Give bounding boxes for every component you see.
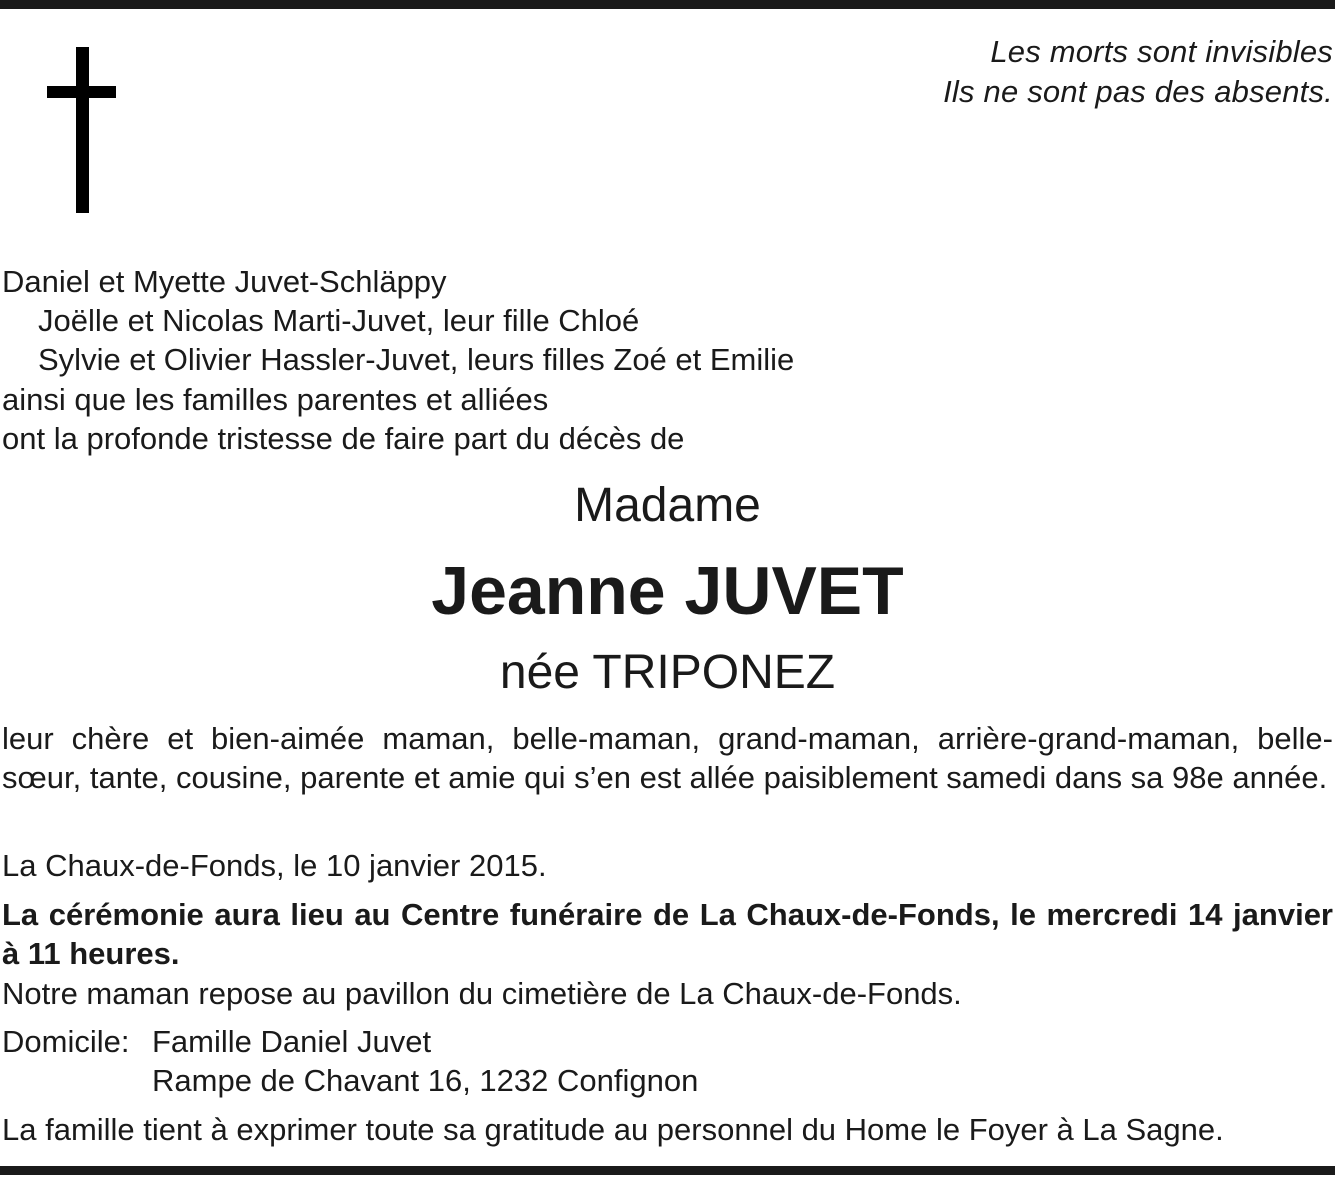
family-line-2: Joëlle et Nicolas Marti-Juvet, leur fille Chloé xyxy=(38,303,640,338)
family-line-5: ont la profonde tristesse de faire part du décès de xyxy=(2,421,685,456)
domicile-line-2: Rampe de Chavant 16, 1232 Confignon xyxy=(152,1063,699,1098)
family-line-4: ainsi que les familles parentes et alliées xyxy=(2,382,549,417)
motto-line-1: Les morts sont invisibles xyxy=(990,34,1333,69)
deceased-name: Jeanne JUVET xyxy=(431,553,904,629)
deceased-title: Madame xyxy=(574,479,761,532)
rest-notice: Notre maman repose au pavillon du cimetière de La Chaux-de-Fonds. xyxy=(2,976,962,1011)
motto-line-2: Ils ne sont pas des absents. xyxy=(943,74,1333,109)
cross-vertical-bar xyxy=(76,47,89,213)
domicile-line-1: Famille Daniel Juvet xyxy=(152,1024,432,1059)
top-border-rule xyxy=(0,0,1335,9)
place-date: La Chaux-de-Fonds, le 10 janvier 2015. xyxy=(2,848,547,883)
gratitude-notice: La famille tient à exprimer toute sa gratitude au personnel du Home le Foyer à La Sagne. xyxy=(2,1112,1224,1147)
domicile-label: Domicile: xyxy=(2,1024,130,1059)
ceremony-notice: La cérémonie aura lieu au Centre funéraire de La Chaux-de-Fonds, le mercredi 14 janvier à 11 heures. xyxy=(2,897,1333,971)
family-line-1: Daniel et Myette Juvet-Schläppy xyxy=(2,264,447,299)
deceased-maiden-name: née TRIPONEZ xyxy=(499,646,836,699)
motto-quote xyxy=(943,32,1333,112)
bottom-border-rule xyxy=(0,1166,1335,1175)
family-line-3: Sylvie et Olivier Hassler-Juvet, leurs filles Zoé et Emilie xyxy=(38,342,795,377)
description-paragraph: leur chère et bien-aimée maman, belle-maman, grand-maman, arrière-grand-maman, belle-sœur, tante, cousine, parente et amie qui s’en est allée paisiblement samedi dans sa 98e année. xyxy=(2,721,1333,795)
cross-horizontal-bar xyxy=(47,86,116,98)
